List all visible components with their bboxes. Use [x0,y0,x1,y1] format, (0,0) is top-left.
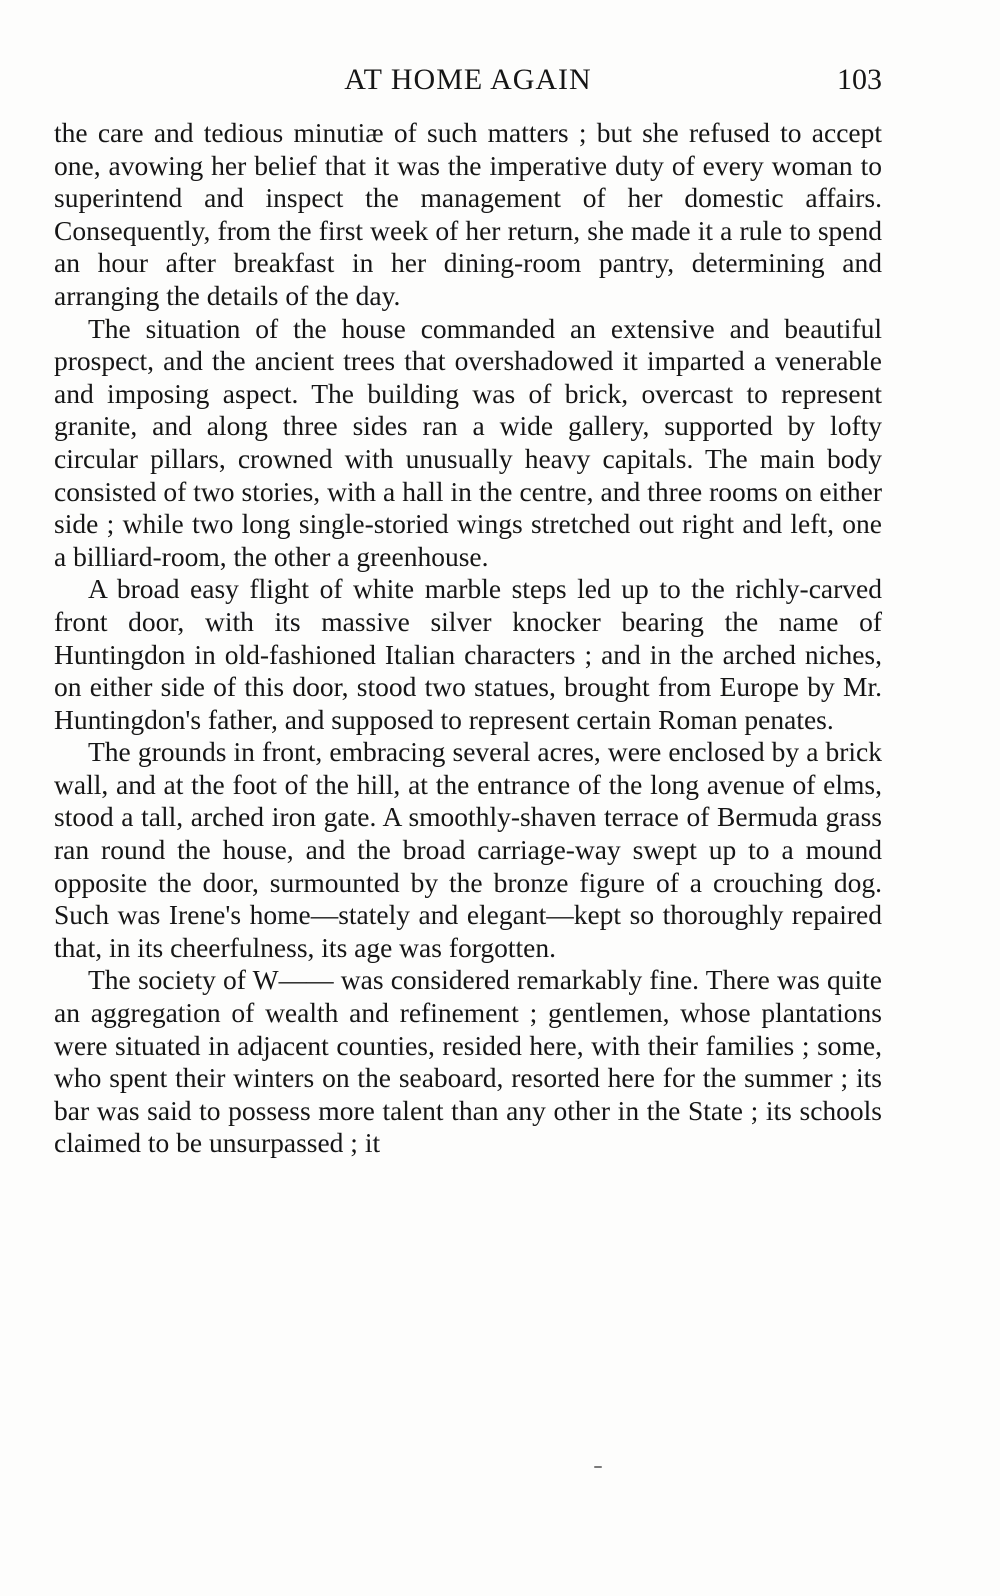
page-number: 103 [837,63,882,96]
body-text [54,117,882,1160]
running-header [54,60,882,100]
paragraph-front-door: A broad easy flight of white marble steps led up to the richly-carved front door, with its massive silver knocker bearing the name of Huntingdon in old-fashioned Italian characters ; and in the arched niches, on either side of this door, stood two statues, brought from Europe by Mr. Huntingdon's father, and supposed to represent certain Roman penates. [54,573,882,735]
paragraph-continued: the care and tedious minutiæ of such matters ; but she refused to accept one, avowing her belief that it was the imperative duty of every woman to superintend and inspect the management of her domestic affairs. Consequently, from the first week of her return, she made it a rule to spend an hour after breakfast in her dining-room pantry, determining and arranging the details of the day. [54,117,882,311]
print-speck [594,1466,602,1468]
paragraph-society: The society of W—— was considered remarkably fine. There was quite an aggregation of wealth and refinement ; gentlemen, whose plantations were situated in adjacent counties, resided here, with their families ; some, who spent their winters on the seaboard, resorted here for the summer ; its bar was said to possess more talent than any other in the State ; its schools claimed to be unsurpassed ; it [54,964,882,1159]
paragraph-grounds: The grounds in front, embracing several acres, were enclosed by a brick wall, and at the foot of the hill, at the entrance of the long avenue of elms, stood a tall, arched iron gate. A smoothly-shaven terrace of Bermuda grass ran round the house, and the broad carriage-way swept up to a mound opposite the door, surmounted by the bronze figure of a crouching dog. Such was Irene's home—stately and elegant—kept so thoroughly repaired that, in its cheerfulness, its age was forgotten. [54,736,882,963]
running-title: AT HOME AGAIN [344,63,592,96]
paragraph-house-situation: The situation of the house commanded an extensive and beautiful prospect, and the ancient trees that overshadowed it imparted a venerable and imposing aspect. The building was of brick, overcast to represent granite, and along three sides ran a wide gallery, supported by lofty circular pillars, crowned with unusually heavy capitals. The main body consisted of two stories, with a hall in the centre, and three rooms on either side ; while two long single-storied wings stretched out right and left, one a billiard-room, the other a greenhouse. [54,312,882,572]
